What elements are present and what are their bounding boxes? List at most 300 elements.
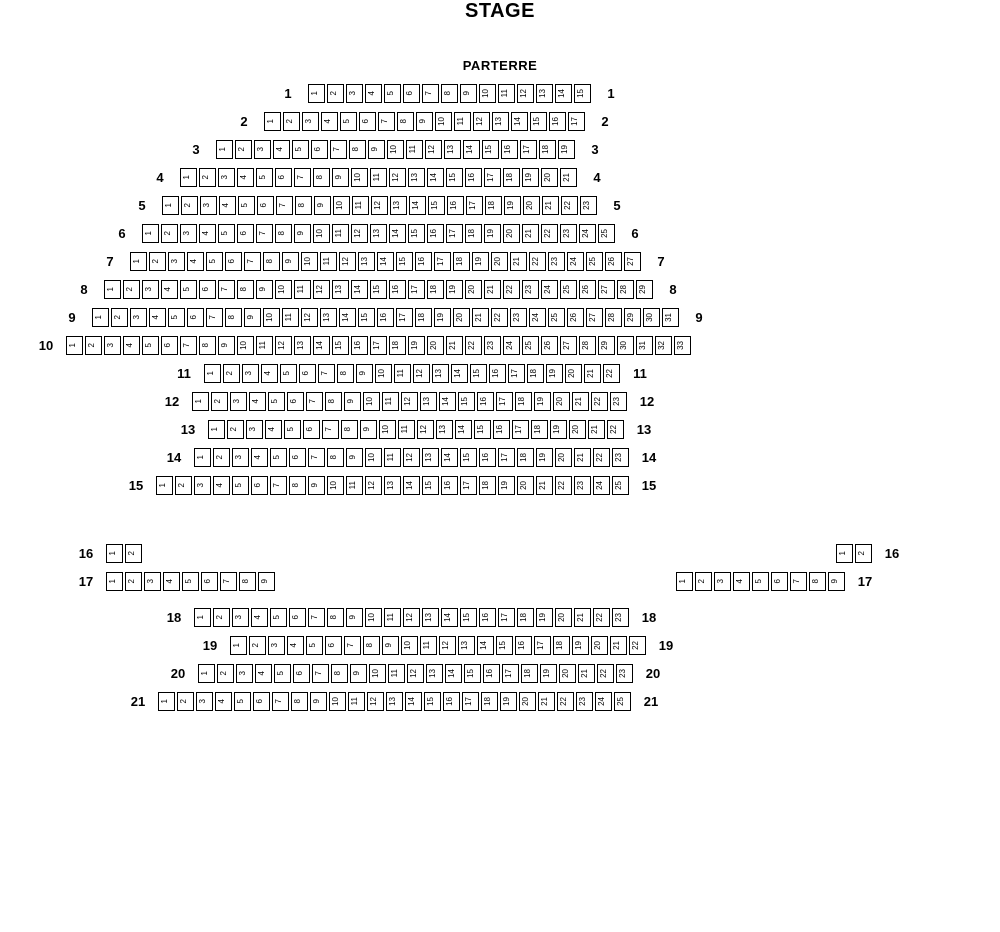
seat[interactable]: 19 [540,664,557,683]
seat[interactable]: 12 [401,392,418,411]
seat[interactable]: 20 [453,308,470,327]
seat[interactable]: 22 [529,252,546,271]
seat[interactable]: 16 [493,420,510,439]
seat[interactable]: 6 [187,308,204,327]
seat[interactable]: 16 [415,252,432,271]
seat[interactable]: 17 [446,224,463,243]
seat[interactable]: 24 [579,224,596,243]
seat[interactable]: 6 [403,84,420,103]
seat[interactable]: 1 [264,112,281,131]
seat[interactable]: 23 [574,476,591,495]
seat[interactable]: 5 [340,112,357,131]
seat[interactable]: 17 [396,308,413,327]
seat[interactable]: 2 [85,336,102,355]
seat[interactable]: 4 [249,392,266,411]
seat[interactable]: 9 [368,140,385,159]
seat[interactable]: 8 [349,140,366,159]
seat[interactable]: 9 [332,168,349,187]
seat[interactable]: 2 [249,636,266,655]
seat[interactable]: 11 [348,692,365,711]
seat[interactable]: 18 [527,364,544,383]
seat[interactable]: 20 [491,252,508,271]
seat[interactable]: 8 [441,84,458,103]
seat[interactable]: 24 [503,336,520,355]
seat[interactable]: 7 [330,140,347,159]
seat[interactable]: 2 [695,572,712,591]
seat[interactable]: 15 [370,280,387,299]
seat[interactable]: 15 [470,364,487,383]
seat[interactable]: 2 [235,140,252,159]
seat[interactable]: 22 [465,336,482,355]
seat[interactable]: 1 [836,544,853,563]
seat[interactable]: 9 [828,572,845,591]
seat[interactable]: 2 [149,252,166,271]
seat[interactable]: 9 [244,308,261,327]
seat[interactable]: 4 [255,664,272,683]
seat[interactable]: 16 [351,336,368,355]
seat[interactable]: 22 [555,476,572,495]
seat[interactable]: 9 [382,636,399,655]
seat[interactable]: 5 [752,572,769,591]
seat[interactable]: 16 [477,392,494,411]
seat[interactable]: 7 [378,112,395,131]
seat[interactable]: 5 [238,196,255,215]
seat[interactable]: 3 [232,448,249,467]
seat[interactable]: 14 [409,196,426,215]
seat[interactable]: 1 [194,608,211,627]
seat[interactable]: 3 [714,572,731,591]
seat[interactable]: 13 [384,476,401,495]
seat[interactable]: 9 [360,420,377,439]
seat[interactable]: 9 [346,608,363,627]
seat[interactable]: 14 [441,448,458,467]
seat[interactable]: 15 [458,392,475,411]
seat[interactable]: 20 [555,448,572,467]
seat[interactable]: 6 [161,336,178,355]
seat[interactable]: 8 [291,692,308,711]
seat[interactable]: 12 [351,224,368,243]
seat[interactable]: 11 [382,392,399,411]
seat[interactable]: 16 [427,224,444,243]
seat[interactable]: 19 [572,636,589,655]
seat[interactable]: 17 [502,664,519,683]
seat[interactable]: 2 [177,692,194,711]
seat[interactable]: 13 [408,168,425,187]
seat[interactable]: 4 [215,692,232,711]
seat[interactable]: 18 [517,608,534,627]
seat[interactable]: 29 [624,308,641,327]
seat[interactable]: 12 [403,608,420,627]
seat[interactable]: 25 [612,476,629,495]
seat[interactable]: 5 [256,168,273,187]
seat[interactable]: 20 [591,636,608,655]
seat[interactable]: 7 [790,572,807,591]
seat[interactable]: 20 [519,692,536,711]
seat[interactable]: 15 [460,448,477,467]
seat[interactable]: 8 [295,196,312,215]
seat[interactable]: 4 [219,196,236,215]
seat[interactable]: 2 [181,196,198,215]
seat[interactable]: 13 [358,252,375,271]
seat[interactable]: 8 [263,252,280,271]
seat[interactable]: 3 [142,280,159,299]
seat[interactable]: 15 [474,420,491,439]
seat[interactable]: 13 [294,336,311,355]
seat[interactable]: 11 [384,608,401,627]
seat[interactable]: 8 [225,308,242,327]
seat[interactable]: 4 [321,112,338,131]
seat[interactable]: 12 [439,636,456,655]
seat[interactable]: 1 [106,544,123,563]
seat[interactable]: 17 [508,364,525,383]
seat[interactable]: 1 [66,336,83,355]
seat[interactable]: 8 [327,608,344,627]
seat[interactable]: 8 [363,636,380,655]
seat[interactable]: 16 [501,140,518,159]
seat[interactable]: 4 [287,636,304,655]
seat[interactable]: 9 [258,572,275,591]
seat[interactable]: 8 [809,572,826,591]
seat[interactable]: 6 [199,280,216,299]
seat[interactable]: 5 [280,364,297,383]
seat[interactable]: 32 [655,336,672,355]
seat[interactable]: 24 [541,280,558,299]
seat[interactable]: 18 [389,336,406,355]
seat[interactable]: 25 [586,252,603,271]
seat[interactable]: 13 [390,196,407,215]
seat[interactable]: 11 [398,420,415,439]
seat[interactable]: 6 [257,196,274,215]
seat[interactable]: 16 [389,280,406,299]
seat[interactable]: 12 [473,112,490,131]
seat[interactable]: 14 [405,692,422,711]
seat[interactable]: 11 [282,308,299,327]
seat[interactable]: 18 [485,196,502,215]
seat[interactable]: 2 [227,420,244,439]
seat[interactable]: 5 [270,608,287,627]
seat[interactable]: 8 [199,336,216,355]
seat[interactable]: 3 [236,664,253,683]
seat[interactable]: 19 [522,168,539,187]
seat[interactable]: 12 [365,476,382,495]
seat[interactable]: 9 [416,112,433,131]
seat[interactable]: 21 [560,168,577,187]
seat[interactable]: 25 [614,692,631,711]
seat[interactable]: 14 [463,140,480,159]
seat[interactable]: 11 [498,84,515,103]
seat[interactable]: 23 [610,392,627,411]
seat[interactable]: 11 [370,168,387,187]
seat[interactable]: 22 [603,364,620,383]
seat[interactable]: 9 [460,84,477,103]
seat[interactable]: 14 [427,168,444,187]
seat[interactable]: 1 [676,572,693,591]
seat[interactable]: 15 [332,336,349,355]
seat[interactable]: 18 [415,308,432,327]
seat[interactable]: 28 [579,336,596,355]
seat[interactable]: 3 [232,608,249,627]
seat[interactable]: 7 [244,252,261,271]
seat[interactable]: 25 [598,224,615,243]
seat[interactable]: 21 [542,196,559,215]
seat[interactable]: 7 [422,84,439,103]
seat[interactable]: 16 [443,692,460,711]
seat[interactable]: 19 [550,420,567,439]
seat[interactable]: 2 [213,608,230,627]
seat[interactable]: 7 [270,476,287,495]
seat[interactable]: 19 [446,280,463,299]
seat[interactable]: 1 [194,448,211,467]
seat[interactable]: 4 [213,476,230,495]
seat[interactable]: 16 [489,364,506,383]
seat[interactable]: 14 [389,224,406,243]
seat[interactable]: 16 [549,112,566,131]
seat[interactable]: 11 [388,664,405,683]
seat[interactable]: 19 [500,692,517,711]
seat[interactable]: 2 [211,392,228,411]
seat[interactable]: 15 [446,168,463,187]
seat[interactable]: 19 [546,364,563,383]
seat[interactable]: 15 [460,608,477,627]
seat[interactable]: 9 [344,392,361,411]
seat[interactable]: 5 [142,336,159,355]
seat[interactable]: 2 [125,544,142,563]
seat[interactable]: 4 [365,84,382,103]
seat[interactable]: 18 [479,476,496,495]
seat[interactable]: 10 [365,448,382,467]
seat[interactable]: 10 [329,692,346,711]
seat[interactable]: 9 [282,252,299,271]
seat[interactable]: 8 [237,280,254,299]
seat[interactable]: 12 [367,692,384,711]
seat[interactable]: 8 [331,664,348,683]
seat[interactable]: 17 [498,448,515,467]
seat[interactable]: 13 [432,364,449,383]
seat[interactable]: 7 [256,224,273,243]
seat[interactable]: 10 [263,308,280,327]
seat[interactable]: 15 [574,84,591,103]
seat[interactable]: 1 [198,664,215,683]
seat[interactable]: 19 [472,252,489,271]
seat[interactable]: 30 [643,308,660,327]
seat[interactable]: 3 [104,336,121,355]
seat[interactable]: 13 [320,308,337,327]
seat[interactable]: 2 [327,84,344,103]
seat[interactable]: 12 [413,364,430,383]
seat[interactable]: 2 [213,448,230,467]
seat[interactable]: 6 [359,112,376,131]
seat[interactable]: 25 [522,336,539,355]
seat[interactable]: 4 [237,168,254,187]
seat[interactable]: 5 [218,224,235,243]
seat[interactable]: 5 [292,140,309,159]
seat[interactable]: 10 [401,636,418,655]
seat[interactable]: 22 [557,692,574,711]
seat[interactable]: 19 [536,608,553,627]
seat[interactable]: 21 [538,692,555,711]
seat[interactable]: 23 [580,196,597,215]
seat[interactable]: 27 [624,252,641,271]
seat[interactable]: 1 [92,308,109,327]
seat[interactable]: 4 [187,252,204,271]
seat[interactable]: 19 [534,392,551,411]
seat[interactable]: 13 [332,280,349,299]
seat[interactable]: 1 [204,364,221,383]
seat[interactable]: 21 [510,252,527,271]
seat[interactable]: 7 [180,336,197,355]
seat[interactable]: 1 [162,196,179,215]
seat[interactable]: 13 [422,448,439,467]
seat[interactable]: 7 [272,692,289,711]
seat[interactable]: 24 [595,692,612,711]
seat[interactable]: 8 [327,448,344,467]
seat[interactable]: 1 [142,224,159,243]
seat[interactable]: 5 [206,252,223,271]
seat[interactable]: 3 [268,636,285,655]
seat[interactable]: 22 [503,280,520,299]
seat[interactable]: 4 [251,608,268,627]
seat[interactable]: 17 [466,196,483,215]
seat[interactable]: 6 [303,420,320,439]
seat[interactable]: 17 [512,420,529,439]
seat[interactable]: 2 [175,476,192,495]
seat[interactable]: 11 [352,196,369,215]
seat[interactable]: 10 [375,364,392,383]
seat[interactable]: 13 [436,420,453,439]
seat[interactable]: 18 [517,448,534,467]
seat[interactable]: 5 [182,572,199,591]
seat[interactable]: 11 [346,476,363,495]
seat[interactable]: 1 [216,140,233,159]
seat[interactable]: 3 [144,572,161,591]
seat[interactable]: 6 [201,572,218,591]
seat[interactable]: 20 [517,476,534,495]
seat[interactable]: 12 [407,664,424,683]
seat[interactable]: 17 [462,692,479,711]
seat[interactable]: 19 [498,476,515,495]
seat[interactable]: 12 [403,448,420,467]
seat[interactable]: 10 [333,196,350,215]
seat[interactable]: 23 [616,664,633,683]
seat[interactable]: 18 [453,252,470,271]
seat[interactable]: 15 [422,476,439,495]
seat[interactable]: 22 [597,664,614,683]
seat[interactable]: 2 [123,280,140,299]
seat[interactable]: 10 [435,112,452,131]
seat[interactable]: 9 [314,196,331,215]
seat[interactable]: 14 [377,252,394,271]
seat[interactable]: 10 [275,280,292,299]
seat[interactable]: 9 [256,280,273,299]
seat[interactable]: 5 [274,664,291,683]
seat[interactable]: 18 [553,636,570,655]
seat[interactable]: 1 [158,692,175,711]
seat[interactable]: 11 [406,140,423,159]
seat[interactable]: 10 [479,84,496,103]
seat[interactable]: 12 [389,168,406,187]
seat[interactable]: 15 [396,252,413,271]
seat[interactable]: 4 [123,336,140,355]
seat[interactable]: 25 [548,308,565,327]
seat[interactable]: 31 [636,336,653,355]
seat[interactable]: 21 [610,636,627,655]
seat[interactable]: 6 [253,692,270,711]
seat[interactable]: 13 [386,692,403,711]
seat[interactable]: 22 [629,636,646,655]
seat[interactable]: 4 [163,572,180,591]
seat[interactable]: 5 [268,392,285,411]
seat[interactable]: 7 [322,420,339,439]
seat[interactable]: 3 [180,224,197,243]
seat[interactable]: 21 [572,392,589,411]
seat[interactable]: 17 [370,336,387,355]
seat[interactable]: 7 [206,308,223,327]
seat[interactable]: 24 [593,476,610,495]
seat[interactable]: 23 [560,224,577,243]
seat[interactable]: 2 [125,572,142,591]
seat[interactable]: 9 [356,364,373,383]
seat[interactable]: 23 [548,252,565,271]
seat[interactable]: 21 [484,280,501,299]
seat[interactable]: 8 [239,572,256,591]
seat[interactable]: 13 [492,112,509,131]
seat[interactable]: 22 [593,608,610,627]
seat[interactable]: 22 [593,448,610,467]
seat[interactable]: 10 [387,140,404,159]
seat[interactable]: 12 [371,196,388,215]
seat[interactable]: 18 [427,280,444,299]
seat[interactable]: 4 [161,280,178,299]
seat[interactable]: 5 [234,692,251,711]
seat[interactable]: 12 [517,84,534,103]
seat[interactable]: 27 [560,336,577,355]
seat[interactable]: 9 [346,448,363,467]
seat[interactable]: 4 [149,308,166,327]
seat[interactable]: 9 [308,476,325,495]
seat[interactable]: 14 [339,308,356,327]
seat[interactable]: 13 [536,84,553,103]
seat[interactable]: 9 [350,664,367,683]
seat[interactable]: 22 [607,420,624,439]
seat[interactable]: 20 [555,608,572,627]
seat[interactable]: 1 [106,572,123,591]
seat[interactable]: 13 [458,636,475,655]
seat[interactable]: 5 [384,84,401,103]
seat[interactable]: 4 [265,420,282,439]
seat[interactable]: 28 [605,308,622,327]
seat[interactable]: 9 [294,224,311,243]
seat[interactable]: 11 [294,280,311,299]
seat[interactable]: 7 [306,392,323,411]
seat[interactable]: 4 [273,140,290,159]
seat[interactable]: 18 [515,392,532,411]
seat[interactable]: 2 [199,168,216,187]
seat[interactable]: 8 [337,364,354,383]
seat[interactable]: 29 [598,336,615,355]
seat[interactable]: 17 [498,608,515,627]
seat[interactable]: 5 [270,448,287,467]
seat[interactable]: 12 [417,420,434,439]
seat[interactable]: 20 [559,664,576,683]
seat[interactable]: 14 [555,84,572,103]
seat[interactable]: 9 [218,336,235,355]
seat[interactable]: 22 [561,196,578,215]
seat[interactable]: 13 [370,224,387,243]
seat[interactable]: 13 [426,664,443,683]
seat[interactable]: 21 [472,308,489,327]
seat[interactable]: 21 [446,336,463,355]
seat[interactable]: 7 [308,448,325,467]
